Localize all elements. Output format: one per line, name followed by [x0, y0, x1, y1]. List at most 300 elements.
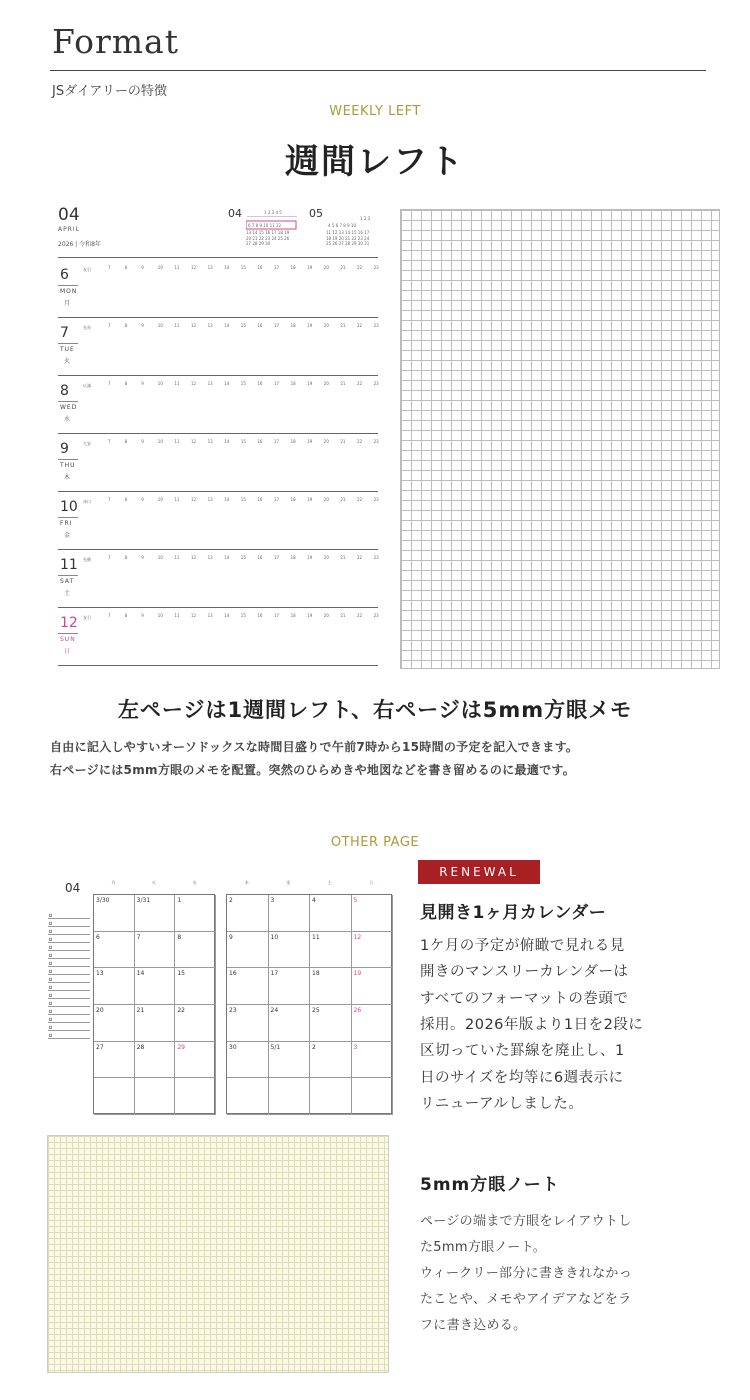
- note-title: 5mm方眼ノート: [420, 1175, 560, 1195]
- day-name-jp: 水: [64, 416, 71, 423]
- hour-tick-label: 13: [207, 613, 213, 618]
- calendar-cell: [94, 1042, 135, 1079]
- hour-tick-label: 10: [157, 381, 163, 386]
- calendar-cell: [352, 968, 394, 1005]
- other-page-label: OTHER PAGE: [330, 835, 420, 850]
- hour-tick-label: 10: [157, 613, 163, 618]
- hour-tick-label: 13: [207, 381, 213, 386]
- calendar-day-number: 8: [177, 933, 182, 941]
- hour-tick-label: 7: [108, 265, 111, 270]
- hour-tick-label: 10: [157, 265, 163, 270]
- calendar-cell: [269, 932, 311, 969]
- hour-tick-label: 11: [174, 381, 180, 386]
- day-name-jp: 土: [64, 590, 71, 597]
- calendar-cell: [175, 1078, 216, 1115]
- hour-tick-label: 9: [141, 613, 144, 618]
- calendar-day-number: 25: [312, 1007, 320, 1014]
- hour-tick-label: 21: [340, 439, 346, 444]
- hour-tick-label: 13: [207, 265, 213, 270]
- day-name-en: MON: [60, 288, 78, 295]
- hour-tick-label: 9: [141, 555, 144, 560]
- calendar-day-number: 22: [177, 1007, 185, 1014]
- hour-tick-label: 23: [373, 439, 379, 444]
- hour-tick-label: 12: [191, 265, 197, 270]
- day-name-en: TUE: [60, 346, 75, 353]
- hour-tick-label: 9: [141, 323, 144, 328]
- calendar-cell: [269, 1005, 311, 1042]
- calendar-header: 木: [244, 880, 249, 885]
- weekly-description-1: 自由に記入しやすいオーソドックスな時間目盛りで午前7時から15時間の予定を記入できます。: [50, 740, 579, 754]
- hour-tick-label: 17: [274, 381, 280, 386]
- hour-tick-label: 15: [240, 381, 246, 386]
- day-separator: [58, 317, 378, 318]
- calendar-cell: [269, 968, 311, 1005]
- hour-tick-label: 11: [174, 555, 180, 560]
- page-subtitle: JSダイアリーの特徴: [52, 84, 167, 99]
- hour-tick-label: 12: [191, 497, 197, 502]
- calendar-cell: [227, 895, 269, 932]
- day-underline: [58, 459, 78, 460]
- sidebar-checkbox: [49, 914, 52, 917]
- monthly-right-grid: [226, 894, 392, 1114]
- hour-tick-label: 7: [108, 497, 111, 502]
- hour-tick-label: 17: [274, 265, 280, 270]
- hour-tick-label: 8: [124, 497, 128, 502]
- hour-scale: [108, 613, 380, 619]
- sidebar-line: [48, 1006, 90, 1007]
- hour-tick-label: 16: [257, 439, 263, 444]
- svg-text:11 12 13 14 15 16 17: 11 12 13 14 15 16 17: [326, 230, 370, 235]
- day-rokuyo: 先負: [83, 325, 91, 330]
- planner-day-row: [58, 435, 380, 493]
- hour-tick-label: 23: [373, 555, 379, 560]
- monthly-text-line: 1ケ月の予定が俯瞰で見れる見: [420, 938, 625, 954]
- sidebar-line: [48, 918, 90, 919]
- hour-tick-label: 19: [307, 381, 313, 386]
- day-name-en: THU: [60, 462, 76, 469]
- hour-tick-label: 8: [124, 381, 128, 386]
- calendar-cell: [227, 1042, 269, 1079]
- sidebar-checkbox: [49, 1034, 52, 1037]
- hour-tick-label: 7: [108, 381, 111, 386]
- svg-text:1 2 3: 1 2 3: [360, 216, 371, 221]
- calendar-header: 金: [286, 880, 291, 885]
- hour-tick-label: 18: [290, 497, 296, 502]
- hour-tick-label: 7: [108, 323, 111, 328]
- title-divider: [50, 70, 706, 71]
- sidebar-checkbox: [49, 1002, 52, 1005]
- hour-tick-label: 22: [357, 555, 363, 560]
- hour-tick-label: 22: [357, 613, 363, 618]
- hour-tick-label: 14: [224, 497, 230, 502]
- hour-tick-label: 18: [290, 613, 296, 618]
- hour-tick-label: 8: [124, 323, 128, 328]
- hour-tick-label: 18: [290, 381, 296, 386]
- hour-scale: [108, 439, 380, 445]
- hour-tick-label: 20: [323, 323, 329, 328]
- hour-tick-label: 16: [257, 265, 263, 270]
- mini-calendar-b: [326, 207, 378, 248]
- monthly-text-line: 日のサイズを均等に6週表示に: [420, 1069, 624, 1086]
- day-name-jp: 金: [64, 532, 71, 539]
- sidebar-checkbox: [49, 1010, 52, 1013]
- monthly-text-line: リニューアルしました。: [420, 1095, 584, 1112]
- note-text-line: フに書き込める。: [420, 1318, 527, 1333]
- hour-tick-label: 21: [340, 323, 346, 328]
- sidebar-line: [48, 982, 90, 983]
- hour-tick-label: 20: [323, 381, 329, 386]
- weekly-planner-preview: [58, 205, 380, 670]
- sidebar-line: [48, 1038, 90, 1039]
- monthly-text-line: 採用。2026年版より1日を2段に: [420, 1016, 644, 1033]
- note-text-line: たことや、メモやアイデアなどをラ: [420, 1292, 632, 1307]
- planner-day-row: [58, 609, 380, 667]
- mini-calendar-label-b: 05: [309, 207, 323, 220]
- day-name-en: FRI: [60, 520, 73, 527]
- hour-tick-label: 21: [340, 555, 346, 560]
- day-rokuyo: 大安: [83, 441, 91, 446]
- hour-tick-label: 21: [340, 381, 346, 386]
- monthly-month: 04: [65, 881, 81, 895]
- sidebar-checkbox: [49, 994, 52, 997]
- day-rokuyo: 友引: [83, 267, 91, 272]
- monthly-right-page: [226, 880, 392, 1115]
- sidebar-checkbox: [49, 1026, 52, 1029]
- hour-tick-label: 22: [357, 439, 363, 444]
- hour-tick-label: 20: [323, 439, 329, 444]
- sidebar-line: [48, 974, 90, 975]
- hour-tick-label: 22: [357, 265, 363, 270]
- calendar-day-number: 4: [312, 897, 316, 904]
- planner-day-row: [58, 319, 380, 377]
- hour-tick-label: 18: [290, 265, 296, 270]
- sidebar-line: [48, 950, 90, 951]
- monthly-text-line: 区切っていた罫線を廃止し、1: [420, 1043, 625, 1060]
- calendar-day-number: 28: [136, 1043, 145, 1051]
- hour-tick-label: 23: [373, 497, 379, 502]
- weekly-description-2: 右ページには5mm方眼のメモを配置。突然のひらめきや地図などを書き留めるのに最適です。: [50, 763, 576, 777]
- sidebar-line: [48, 934, 90, 935]
- calendar-day-number: 29: [177, 1043, 185, 1051]
- monthly-title: 見開き1ヶ月カレンダー: [420, 903, 607, 923]
- calendar-cell: [175, 1005, 216, 1042]
- five-mm-grid-note: [47, 1135, 389, 1373]
- calendar-cell: [227, 1078, 269, 1115]
- calendar-cell: [135, 932, 176, 969]
- hour-tick-label: 16: [257, 613, 263, 618]
- sidebar-line: [48, 958, 90, 959]
- calendar-cell: [227, 932, 269, 969]
- hour-tick-label: 21: [340, 265, 346, 270]
- calendar-day-number: 17: [270, 970, 279, 978]
- hour-tick-label: 13: [207, 497, 213, 502]
- calendar-day-number: 9: [229, 933, 233, 941]
- hour-tick-label: 8: [124, 265, 128, 270]
- hour-tick-label: 18: [290, 555, 296, 560]
- hour-tick-label: 20: [323, 613, 329, 618]
- mini-calendar-b-grid: [326, 207, 378, 245]
- sidebar-checkbox: [49, 946, 52, 949]
- calendar-cell: [175, 932, 216, 969]
- hour-tick-label: 13: [207, 439, 213, 444]
- svg-text:1 2 3 4 5: 1 2 3 4 5: [264, 210, 282, 215]
- hour-tick-label: 18: [290, 439, 296, 444]
- hour-tick-label: 19: [307, 613, 313, 618]
- hour-tick-label: 9: [141, 497, 144, 502]
- page-title: Format: [52, 22, 179, 61]
- calendar-day-number: 5/1: [270, 1043, 281, 1051]
- sidebar-line: [48, 1030, 90, 1031]
- hour-tick-label: 7: [108, 439, 111, 444]
- calendar-day-number: 6: [96, 933, 100, 941]
- calendar-day-number: 23: [229, 1007, 237, 1014]
- sidebar-checkbox: [49, 938, 52, 941]
- hour-tick-label: 7: [108, 613, 111, 618]
- day-name-jp: 月: [64, 300, 71, 307]
- hour-tick-label: 22: [357, 323, 363, 328]
- hour-tick-label: 15: [240, 555, 246, 560]
- calendar-day-number: 20: [96, 1007, 104, 1014]
- hour-tick-label: 14: [224, 555, 230, 560]
- day-rokuyo: 仏滅: [83, 383, 91, 388]
- sidebar-checkbox: [49, 986, 52, 989]
- hour-tick-label: 11: [174, 497, 180, 502]
- hour-tick-label: 21: [340, 497, 346, 502]
- day-separator: [58, 665, 378, 666]
- hour-tick-label: 19: [307, 555, 313, 560]
- sidebar-line: [48, 1022, 90, 1023]
- sidebar-checkbox: [49, 978, 52, 981]
- hour-tick-label: 11: [174, 323, 180, 328]
- day-name-jp: 火: [64, 358, 71, 365]
- day-separator: [58, 549, 378, 550]
- calendar-cell: [227, 1005, 269, 1042]
- hour-tick-label: 12: [191, 381, 197, 386]
- planner-month-name: APRIL: [58, 226, 81, 233]
- hour-tick-label: 12: [191, 555, 197, 560]
- hour-tick-label: 16: [257, 381, 263, 386]
- hour-tick-label: 12: [191, 439, 197, 444]
- weekly-left-title: 週間レフト: [285, 142, 465, 182]
- calendar-cell: [352, 895, 394, 932]
- calendar-cell: [352, 1005, 394, 1042]
- hour-tick-label: 11: [174, 613, 180, 618]
- calendar-day-number: 3: [353, 1043, 358, 1051]
- hour-tick-label: 13: [207, 323, 213, 328]
- calendar-cell: [310, 1078, 352, 1115]
- hour-tick-label: 20: [323, 497, 329, 502]
- hour-tick-label: 18: [290, 323, 296, 328]
- day-separator: [58, 491, 378, 492]
- hour-tick-label: 7: [108, 555, 111, 560]
- hour-tick-label: 8: [124, 439, 128, 444]
- svg-text:27 28 29 30: 27 28 29 30: [246, 241, 271, 245]
- calendar-day-number: 1: [177, 897, 182, 904]
- planner-day-row: [58, 551, 380, 609]
- hour-tick-label: 10: [157, 555, 163, 560]
- weekly-heading: 左ページは1週間レフト、右ページは5mm方眼メモ: [117, 698, 633, 722]
- hour-tick-label: 13: [207, 555, 213, 560]
- calendar-day-number: 11: [312, 933, 320, 941]
- calendar-cell: [135, 1042, 176, 1079]
- hour-scale: [108, 497, 380, 503]
- hour-tick-label: 14: [224, 381, 230, 386]
- hour-tick-label: 11: [174, 439, 180, 444]
- note-text-line: ページの端まで方眼をレイアウトし: [420, 1214, 632, 1229]
- svg-text:25 26 27 28 29 30 31: 25 26 27 28 29 30 31: [326, 241, 370, 245]
- calendar-cell: [135, 968, 176, 1005]
- calendar-cell: [227, 968, 269, 1005]
- hour-tick-label: 15: [240, 265, 246, 270]
- hour-tick-label: 8: [124, 613, 128, 618]
- hour-tick-label: 22: [357, 497, 363, 502]
- calendar-day-number: 13: [96, 970, 104, 978]
- planner-year: 2026 | 令和8年: [58, 241, 101, 248]
- calendar-day-number: 24: [270, 1007, 279, 1014]
- sidebar-checkbox: [49, 922, 52, 925]
- day-rokuyo: 先勝: [83, 557, 91, 562]
- day-name-jp: 日: [64, 648, 71, 655]
- note-text-line: ウィークリー部分に書ききれなかっ: [420, 1266, 633, 1281]
- hour-tick-label: 11: [174, 265, 180, 270]
- day-number: 11: [60, 557, 78, 573]
- day-underline: [58, 633, 78, 634]
- calendar-cell: [310, 1042, 352, 1079]
- hour-tick-label: 15: [240, 439, 246, 444]
- day-name-jp: 木: [64, 474, 71, 481]
- day-number: 7: [60, 325, 69, 341]
- hour-tick-label: 16: [257, 497, 263, 502]
- hour-tick-label: 16: [257, 323, 263, 328]
- mini-calendar-label-a: 04: [228, 207, 242, 220]
- hour-tick-label: 15: [240, 613, 246, 618]
- calendar-cell: [310, 968, 352, 1005]
- calendar-day-number: 16: [229, 970, 237, 978]
- hour-tick-label: 9: [141, 439, 144, 444]
- svg-text:20 21 22 23 24 25 26: 20 21 22 23 24 25 26: [246, 236, 290, 241]
- calendar-day-number: 5: [353, 897, 358, 904]
- calendar-cell: [135, 895, 176, 932]
- sidebar-checkbox: [49, 930, 52, 933]
- hour-tick-label: 19: [307, 439, 313, 444]
- planner-header-rule: [58, 257, 378, 258]
- sidebar-line: [48, 990, 90, 991]
- monthly-text-line: 開きのマンスリーカレンダーは: [420, 964, 629, 981]
- hour-tick-label: 20: [323, 555, 329, 560]
- hour-scale: [108, 555, 380, 561]
- day-number: 9: [60, 441, 69, 457]
- calendar-header: 月: [111, 880, 116, 885]
- calendar-cell: [310, 932, 352, 969]
- calendar-cell: [352, 1078, 394, 1115]
- mini-calendar-a: [246, 207, 298, 248]
- calendar-day-number: 15: [177, 970, 185, 978]
- hour-tick-label: 23: [373, 613, 379, 618]
- day-name-en: WED: [60, 404, 78, 411]
- calendar-cell: [269, 1078, 311, 1115]
- calendar-day-number: 3/31: [136, 897, 151, 904]
- hour-tick-label: 10: [157, 323, 163, 328]
- hour-tick-label: 12: [191, 613, 197, 618]
- day-number: 6: [60, 267, 69, 283]
- hour-tick-label: 17: [274, 555, 280, 560]
- calendar-day-number: 26: [353, 1007, 362, 1014]
- calendar-day-number: 3/30: [96, 897, 110, 904]
- calendar-cell: [94, 1078, 135, 1115]
- hour-tick-label: 23: [373, 381, 379, 386]
- monthly-sidebar: [40, 880, 92, 1115]
- monthly-left-page: [93, 880, 215, 1115]
- calendar-day-number: 3: [270, 897, 275, 904]
- calendar-cell: [135, 1005, 176, 1042]
- renewal-badge: RENEWAL: [418, 860, 540, 884]
- planner-day-row: [58, 377, 380, 435]
- svg-text:13 14 15 16 17 18 19: 13 14 15 16 17 18 19: [246, 230, 290, 235]
- hour-tick-label: 19: [307, 497, 313, 502]
- monthly-text-line: すべてのフォーマットの巻頭で: [420, 990, 629, 1007]
- hour-scale: [108, 381, 380, 387]
- day-number: 10: [60, 499, 78, 515]
- day-number: 8: [60, 383, 69, 399]
- hour-scale: [108, 265, 380, 271]
- calendar-cell: [352, 1042, 394, 1079]
- calendar-cell: [310, 895, 352, 932]
- hour-tick-label: 12: [191, 323, 197, 328]
- day-underline: [58, 575, 78, 576]
- sidebar-checkbox: [49, 962, 52, 965]
- calendar-cell: [94, 895, 135, 932]
- sidebar-line: [48, 998, 90, 999]
- calendar-header: 火: [151, 880, 156, 885]
- weekly-left-label: WEEKLY LEFT: [329, 104, 421, 119]
- day-separator: [58, 433, 378, 434]
- calendar-day-number: 19: [353, 970, 362, 978]
- calendar-day-number: 27: [96, 1043, 104, 1051]
- day-name-en: SAT: [60, 578, 75, 585]
- day-underline: [58, 343, 78, 344]
- svg-text:6 7 8 9 10 11 12: 6 7 8 9 10 11 12: [248, 223, 282, 228]
- hour-tick-label: 15: [240, 323, 246, 328]
- hour-tick-label: 9: [141, 381, 144, 386]
- calendar-day-number: 7: [136, 933, 141, 941]
- calendar-day-number: 21: [136, 1007, 145, 1014]
- day-underline: [58, 401, 78, 402]
- svg-text:4 5 6 7 8 9 10: 4 5 6 7 8 9 10: [328, 223, 356, 228]
- day-underline: [58, 285, 78, 286]
- hour-tick-label: 17: [274, 323, 280, 328]
- hour-tick-label: 15: [240, 497, 246, 502]
- calendar-cell: [175, 1042, 216, 1079]
- calendar-cell: [135, 1078, 176, 1115]
- calendar-header: 水: [192, 880, 197, 885]
- monthly-left-grid: [93, 894, 215, 1114]
- hour-tick-label: 9: [141, 265, 144, 270]
- calendar-cell: [269, 1042, 311, 1079]
- mini-calendar-a-grid: [246, 207, 298, 245]
- sidebar-checkbox: [49, 954, 52, 957]
- day-separator: [58, 607, 378, 608]
- hour-tick-label: 10: [157, 439, 163, 444]
- hour-scale: [108, 323, 380, 329]
- planner-day-row: [58, 261, 380, 319]
- day-name-en: SUN: [60, 636, 76, 643]
- sidebar-line: [48, 942, 90, 943]
- calendar-cell: [352, 932, 394, 969]
- hour-tick-label: 21: [340, 613, 346, 618]
- calendar-cell: [94, 932, 135, 969]
- sidebar-line: [48, 966, 90, 967]
- hour-tick-label: 14: [224, 439, 230, 444]
